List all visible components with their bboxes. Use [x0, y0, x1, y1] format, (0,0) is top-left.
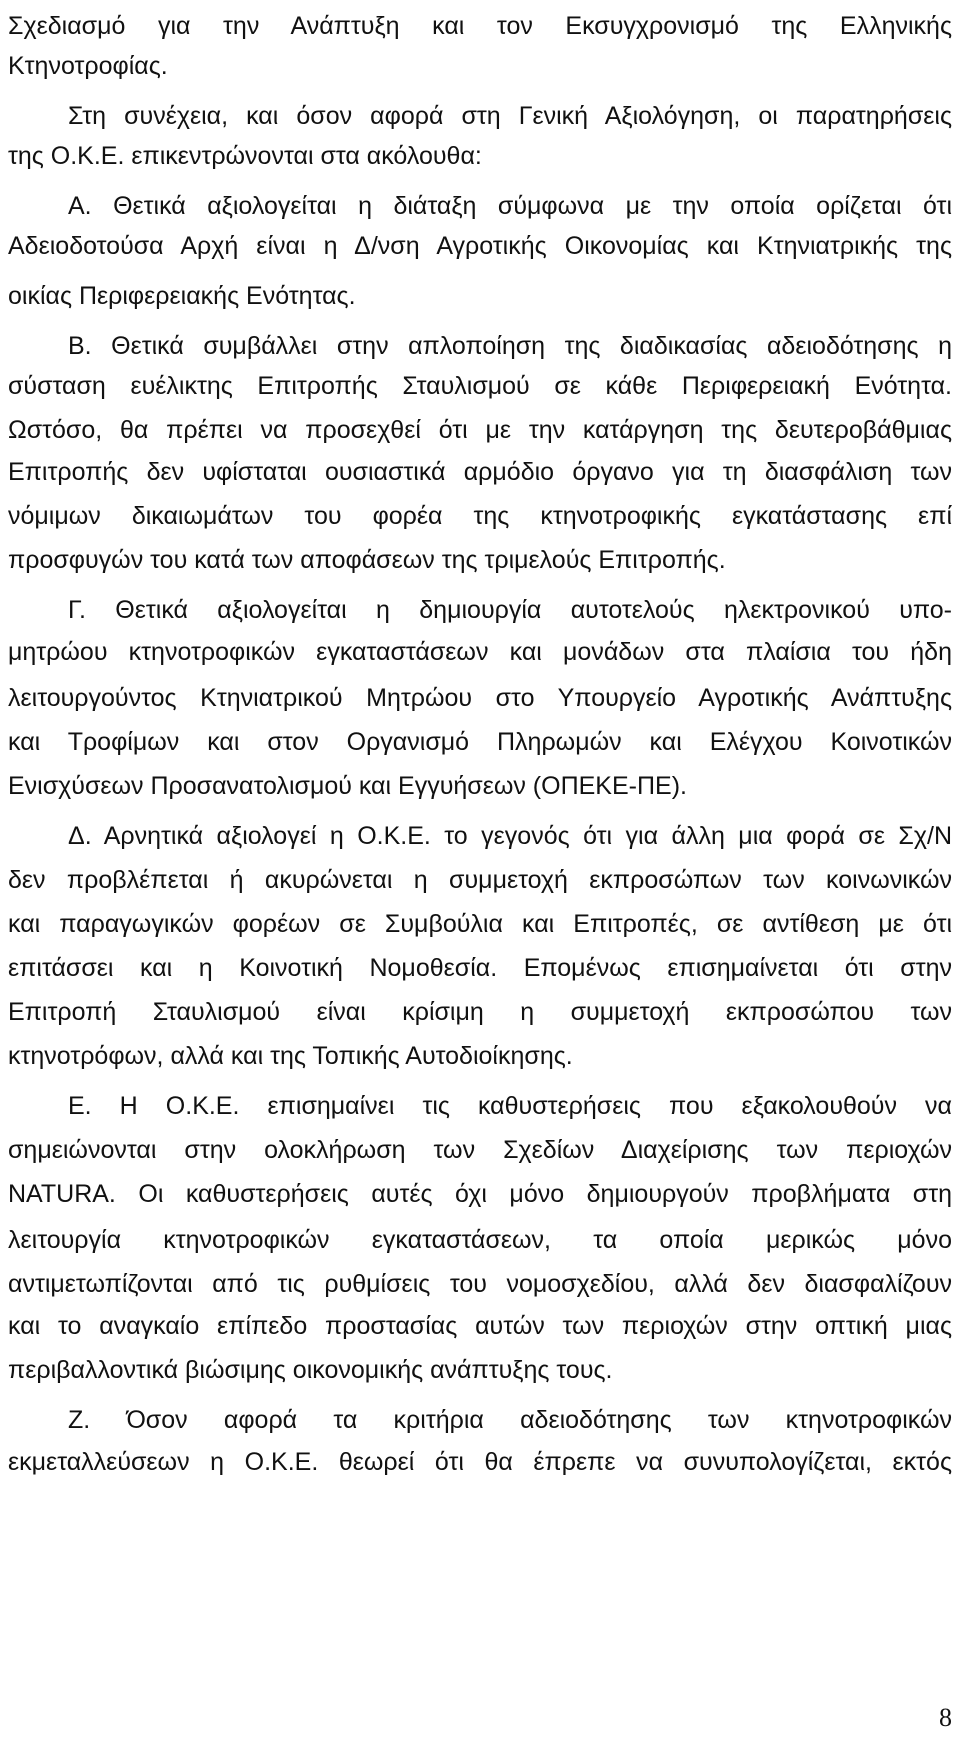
- text-line: οικίας Περιφερειακής Ενότητας.: [8, 282, 356, 310]
- page-number: 8: [939, 1703, 952, 1732]
- text-line: Α. Θετικά αξιολογείται η διάταξη σύμφωνα με την οποία ορίζεται ότι: [68, 192, 952, 220]
- text-line: NATURA. Οι καθυστερήσεις αυτές όχι μόνο δημιουργούν προβλήματα στη: [8, 1180, 952, 1208]
- text-line: σύσταση ευέλικτης Επιτροπής Σταυλισμού σε κάθε Περιφερειακή Ενότητα.: [8, 372, 952, 400]
- text-line: λειτουργούντος Κτηνιατρικού Μητρώου στο Υπουργείο Αγροτικής Ανάπτυξης: [8, 684, 952, 712]
- text-line: και το αναγκαίο επίπεδο προστασίας αυτών των περιοχών στην οπτική μιας: [8, 1312, 952, 1340]
- text-line: Επιτροπής δεν υφίσταται ουσιαστικά αρμόδιο όργανο για τη διασφάλιση των: [8, 458, 952, 486]
- text-line: Β. Θετικά συμβάλλει στην απλοποίηση της διαδικασίας αδειοδότησης η: [68, 332, 952, 360]
- text-line: Γ. Θετικά αξιολογείται η δημιουργία αυτοτελούς ηλεκτρονικού υπο-: [68, 596, 952, 624]
- text-line: και παραγωγικών φορέων σε Συμβούλια και Επιτροπές, σε αντίθεση με ότι: [8, 910, 952, 938]
- text-line: Ζ. Όσον αφορά τα κριτήρια αδειοδότησης των κτηνοτροφικών: [68, 1406, 952, 1434]
- text-line: Σχεδιασμό για την Ανάπτυξη και τον Εκσυγχρονισμό της Ελληνικής: [8, 12, 952, 40]
- text-line: της Ο.Κ.Ε. επικεντρώνονται στα ακόλουθα:: [8, 142, 482, 170]
- text-line: περιβαλλοντικά βιώσιμης οικονομικής ανάπτυξης τους.: [8, 1356, 613, 1384]
- text-line: νόμιμων δικαιωμάτων του φορέα της κτηνοτροφικής εγκατάστασης επί: [8, 502, 952, 530]
- text-line: Ενισχύσεων Προσανατολισμού και Εγγυήσεων (ΟΠΕΚΕ-ΠΕ).: [8, 772, 687, 800]
- text-line: επιτάσσει και η Κοινοτική Νομοθεσία. Επομένως επισημαίνεται ότι στην: [8, 954, 952, 982]
- text-line: σημειώνονται στην ολοκλήρωση των Σχεδίων Διαχείρισης των περιοχών: [8, 1136, 952, 1164]
- text-line: λειτουργία κτηνοτροφικών εγκαταστάσεων, τα οποία μερικώς μόνο: [8, 1226, 952, 1254]
- text-line: Ε. Η Ο.Κ.Ε. επισημαίνει τις καθυστερήσεις που εξακολουθούν να: [68, 1092, 952, 1120]
- text-line: Ωστόσο, θα πρέπει να προσεχθεί ότι με την κατάργηση της δευτεροβάθμιας: [8, 416, 952, 444]
- text-line: Κτηνοτροφίας.: [8, 52, 168, 80]
- text-line: μητρώου κτηνοτροφικών εγκαταστάσεων και μονάδων στα πλαίσια του ήδη: [8, 638, 952, 666]
- text-line: κτηνοτρόφων, αλλά και της Τοπικής Αυτοδιοίκησης.: [8, 1042, 573, 1070]
- text-line: δεν προβλέπεται ή ακυρώνεται η συμμετοχή εκπροσώπων των κοινωνικών: [8, 866, 952, 894]
- text-line: προσφυγών του κατά των αποφάσεων της τριμελούς Επιτροπής.: [8, 546, 726, 574]
- text-line: Στη συνέχεια, και όσον αφορά στη Γενική Αξιολόγηση, οι παρατηρήσεις: [68, 102, 952, 130]
- text-line: Επιτροπή Σταυλισμού είναι κρίσιμη η συμμετοχή εκπροσώπου των: [8, 998, 952, 1026]
- text-line: αντιμετωπίζονται από τις ρυθμίσεις του νομοσχεδίου, αλλά δεν διασφαλίζουν: [8, 1270, 952, 1298]
- text-line: Δ. Αρνητικά αξιολογεί η Ο.Κ.Ε. το γεγονός ότι για άλλη μια φορά σε Σχ/Ν: [68, 822, 952, 850]
- text-line: Αδειοδοτούσα Αρχή είναι η Δ/νση Αγροτικής Οικονομίας και Κτηνιατρικής της: [8, 232, 952, 260]
- text-line: εκμεταλλεύσεων η Ο.Κ.Ε. θεωρεί ότι θα έπρεπε να συνυπολογίζεται, εκτός: [8, 1448, 952, 1476]
- text-line: και Τροφίμων και στον Οργανισμό Πληρωμών και Ελέγχου Κοινοτικών: [8, 728, 952, 756]
